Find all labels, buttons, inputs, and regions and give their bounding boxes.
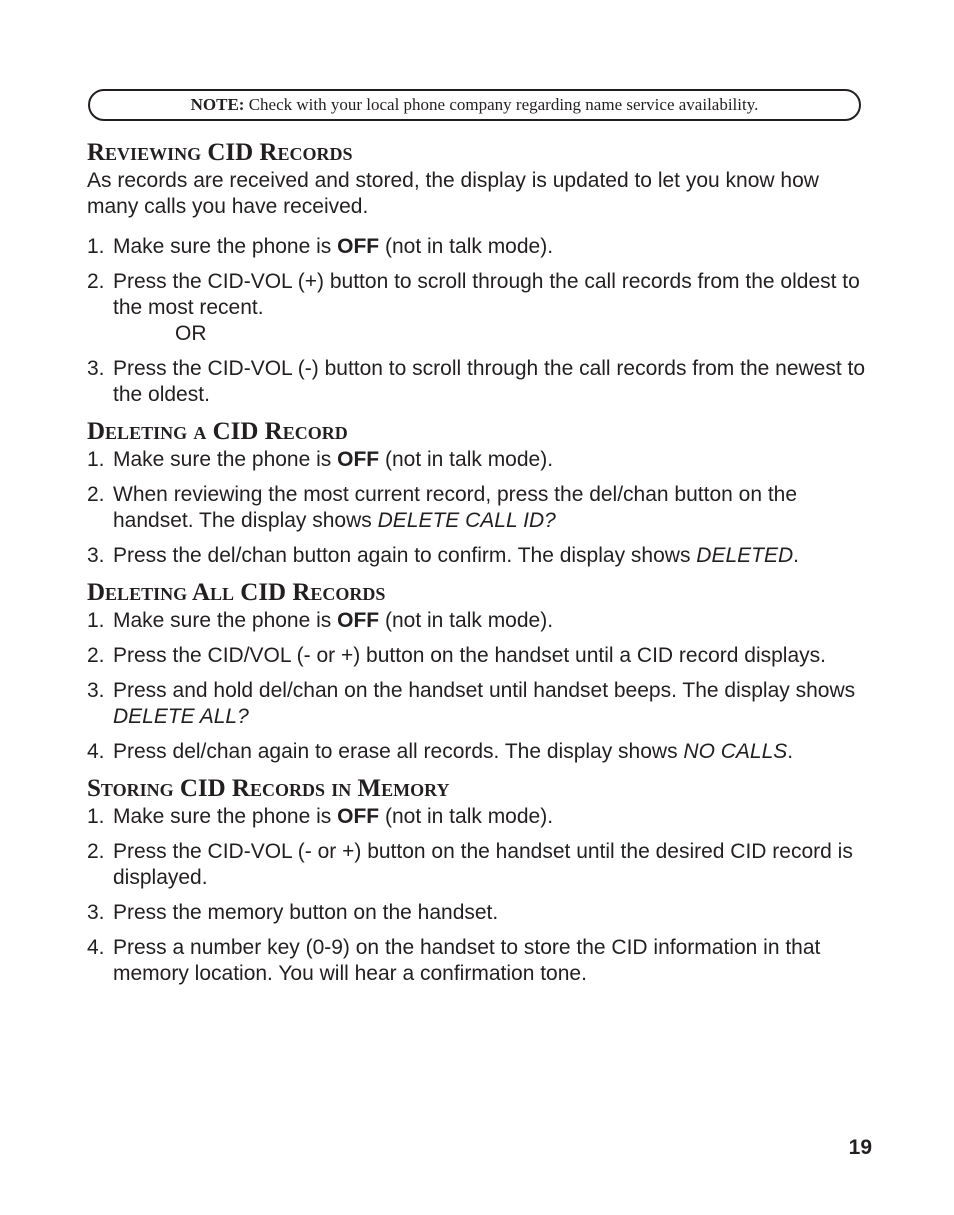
step-number: 3.	[87, 544, 105, 567]
step-number: 1.	[87, 448, 105, 471]
list-item	[87, 356, 867, 408]
section-title-deleting-all: Deleting All CID Records	[87, 579, 386, 606]
steps-list-deleting-record	[87, 447, 867, 569]
or-divider: OR	[175, 322, 207, 345]
list-item	[87, 804, 867, 830]
display-message: DELETE ALL?	[113, 705, 249, 728]
list-item	[87, 839, 867, 891]
section-title-reviewing: Reviewing CID Records	[87, 139, 353, 166]
step-number: 4.	[87, 936, 105, 959]
step-text: Press and hold del/chan on the handset until handset beeps. The display shows	[113, 679, 856, 702]
page-content	[87, 138, 867, 996]
note-label: NOTE:	[190, 95, 245, 114]
steps-list-reviewing	[87, 234, 867, 408]
step-text: Press the memory button on the handset.	[113, 901, 499, 924]
list-item	[87, 269, 867, 347]
step-text: Press the del/chan button again to confirm. The display shows	[113, 544, 697, 567]
list-item	[87, 935, 867, 987]
display-message: DELETED	[696, 544, 794, 567]
step-text: Press the CID/VOL (- or +) button on the handset until a CID record displays.	[113, 644, 826, 667]
list-item	[87, 739, 867, 765]
step-text: Make sure the phone is	[113, 235, 338, 258]
steps-list-storing	[87, 804, 867, 987]
list-item	[87, 678, 867, 730]
step-number: 2.	[87, 270, 105, 293]
list-item	[87, 543, 867, 569]
step-text: (not in talk mode).	[379, 448, 554, 471]
step-emphasis: OFF	[337, 805, 380, 828]
list-item	[87, 482, 867, 534]
step-text: .	[787, 740, 794, 763]
step-number: 4.	[87, 740, 105, 763]
note-text: Check with your local phone company regarding name service availability.	[244, 95, 759, 114]
section-title-storing: Storing CID Records in Memory	[87, 775, 450, 802]
step-text: Press the CID-VOL (-) button to scroll through the call records from the newest to the oldest.	[113, 357, 866, 406]
step-text: Press the CID-VOL (+) button to scroll through the call records from the oldest to the most recent.	[113, 270, 860, 319]
step-number: 3.	[87, 901, 105, 924]
step-text: (not in talk mode).	[379, 235, 554, 258]
list-item	[87, 608, 867, 634]
step-number: 2.	[87, 644, 105, 667]
step-text: Make sure the phone is	[113, 805, 338, 828]
step-text: (not in talk mode).	[379, 609, 554, 632]
step-text: Press del/chan again to erase all records. The display shows	[113, 740, 684, 763]
step-text: Make sure the phone is	[113, 448, 338, 471]
step-text: Press the CID-VOL (- or +) button on the handset until the desired CID record is displayed.	[113, 840, 853, 889]
step-number: 1.	[87, 235, 105, 258]
section-intro: As records are received and stored, the display is updated to let you know how many calls you have received.	[87, 169, 819, 218]
list-item	[87, 643, 867, 669]
step-number: 3.	[87, 679, 105, 702]
step-text: Make sure the phone is	[113, 609, 338, 632]
step-number: 3.	[87, 357, 105, 380]
list-item	[87, 234, 867, 260]
step-emphasis: OFF	[337, 235, 380, 258]
step-text: Press a number key (0-9) on the handset to store the CID information in that memory location. You will hear a confirmation tone.	[113, 936, 821, 985]
step-number: 1.	[87, 805, 105, 828]
page-number: 19	[848, 1136, 872, 1159]
steps-list-deleting-all	[87, 608, 867, 765]
step-emphasis: OFF	[337, 448, 380, 471]
note-box	[88, 89, 861, 121]
list-item	[87, 447, 867, 473]
step-number: 2.	[87, 840, 105, 863]
step-emphasis: OFF	[337, 609, 380, 632]
step-text: When reviewing the most current record, press the del/chan button on the handset. The display shows	[113, 483, 798, 532]
section-title-deleting-record: Deleting a CID Record	[87, 418, 348, 445]
step-number: 1.	[87, 609, 105, 632]
step-number: 2.	[87, 483, 105, 506]
step-text: .	[793, 544, 799, 567]
step-text: (not in talk mode).	[379, 805, 554, 828]
display-message: DELETE CALL ID?	[377, 509, 556, 532]
display-message: NO CALLS	[683, 740, 788, 763]
list-item	[87, 900, 867, 926]
